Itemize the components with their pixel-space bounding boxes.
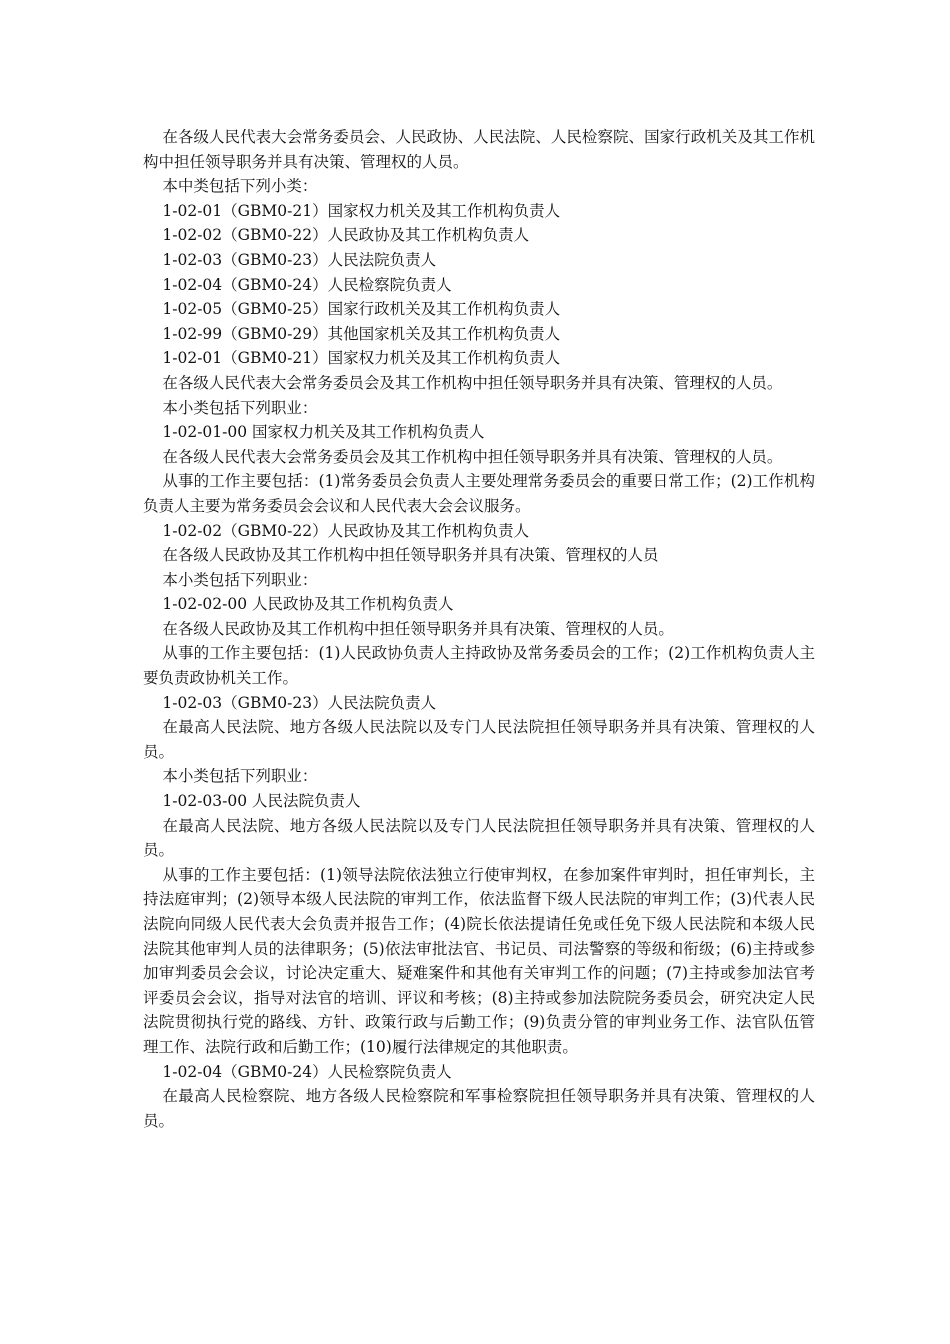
paragraph: 从事的工作主要包括：(1)人民政协负责人主持政协及常务委员会的工作；(2)工作机构负责人主要负责政协机关工作。 xyxy=(143,644,815,688)
paragraph: 1-02-01-00 国家权力机关及其工作机构负责人 xyxy=(162,423,485,442)
paragraph: 本小类包括下列职业： xyxy=(162,570,318,589)
paragraph: 1-02-03（GBM0-23）人民法院负责人 xyxy=(162,693,437,712)
paragraph: 1-02-02（GBM0-22）人民政协及其工作机构负责人 xyxy=(162,521,530,540)
paragraph: 1-02-99（GBM0-29）其他国家机关及其工作机构负责人 xyxy=(162,324,561,343)
paragraph: 1-02-02-00 人民政协及其工作机构负责人 xyxy=(162,595,454,614)
paragraph: 在各级人民政协及其工作机构中担任领导职务并具有决策、管理权的人员。 xyxy=(162,619,674,638)
paragraph: 在最高人民法院、地方各级人民法院以及专门人民法院担任领导职务并具有决策、管理权的人员。 xyxy=(143,718,815,761)
paragraph: 在各级人民代表大会常务委员会及其工作机构中担任领导职务并具有决策、管理权的人员。 xyxy=(162,447,783,466)
paragraph: 在各级人民代表大会常务委员会及其工作机构中担任领导职务并具有决策、管理权的人员。 xyxy=(162,373,783,392)
paragraph: 1-02-02（GBM0-22）人民政协及其工作机构负责人 xyxy=(162,226,530,245)
paragraph: 1-02-04（GBM0-24）人民检察院负责人 xyxy=(162,1062,452,1081)
paragraph: 1-02-03（GBM0-23）人民法院负责人 xyxy=(162,250,437,269)
paragraph: 1-02-01（GBM0-21）国家权力机关及其工作机构负责人 xyxy=(162,349,561,368)
paragraph: 本小类包括下列职业： xyxy=(162,767,318,786)
paragraph: 在最高人民检察院、地方各级人民检察院和军事检察院担任领导职务并具有决策、管理权的人员。 xyxy=(143,1087,815,1130)
paragraph: 1-02-04（GBM0-24）人民检察院负责人 xyxy=(162,275,452,294)
paragraph: 从事的工作主要包括：(1)领导法院依法独立行使审判权，在参加案件审判时，担任审判长，主持法庭审判；(2)领导本级人民法院的审判工作，依法监督下级人民法院的审判工作；(3)代表人民法院向同级人民代表大会负责并报告工作；(4)院长依法提请任免或任免下级人民法院和本级人民法院其他审判人员的法律职务；(5)依法审批法官、书记员、司法警察的等级和衔级；(6)主持或参加审判委员会会议，讨论决定重大、疑难案件和其他有关审判工作的问题；(7)主持或参加法官考评委员会会议，指导对法官的培训、评议和考核；(8)主持或参加法院院务委员会，研究决定人民法院贯彻执行党的路线、方针、政策行政与后勤工作；(9)负责分管的审判业务工作、法官队伍管理工作、法院行政和后勤工作；(10)履行法律规定的其他职责。 xyxy=(143,865,815,1056)
paragraph: 在最高人民法院、地方各级人民法院以及专门人民法院担任领导职务并具有决策、管理权的人员。 xyxy=(143,816,815,860)
document-body xyxy=(143,125,815,1133)
paragraph: 本中类包括下列小类： xyxy=(162,177,318,196)
paragraph: 从事的工作主要包括：(1)常务委员会负责人主要处理常务委员会的重要日常工作；(2)工作机构负责人主要为常务委员会会议和人民代表大会会议服务。 xyxy=(143,472,815,515)
paragraph: 在各级人民代表大会常务委员会、人民政协、人民法院、人民检察院、国家行政机关及其工作机构中担任领导职务并具有决策、管理权的人员。 xyxy=(143,128,815,171)
paragraph: 1-02-05（GBM0-25）国家行政机关及其工作机构负责人 xyxy=(162,300,561,319)
paragraph: 在各级人民政协及其工作机构中担任领导职务并具有决策、管理权的人员 xyxy=(162,546,659,565)
paragraph: 1-02-01（GBM0-21）国家权力机关及其工作机构负责人 xyxy=(162,201,561,220)
paragraph: 1-02-03-00 人民法院负责人 xyxy=(162,792,361,811)
paragraph: 本小类包括下列职业： xyxy=(162,398,318,417)
